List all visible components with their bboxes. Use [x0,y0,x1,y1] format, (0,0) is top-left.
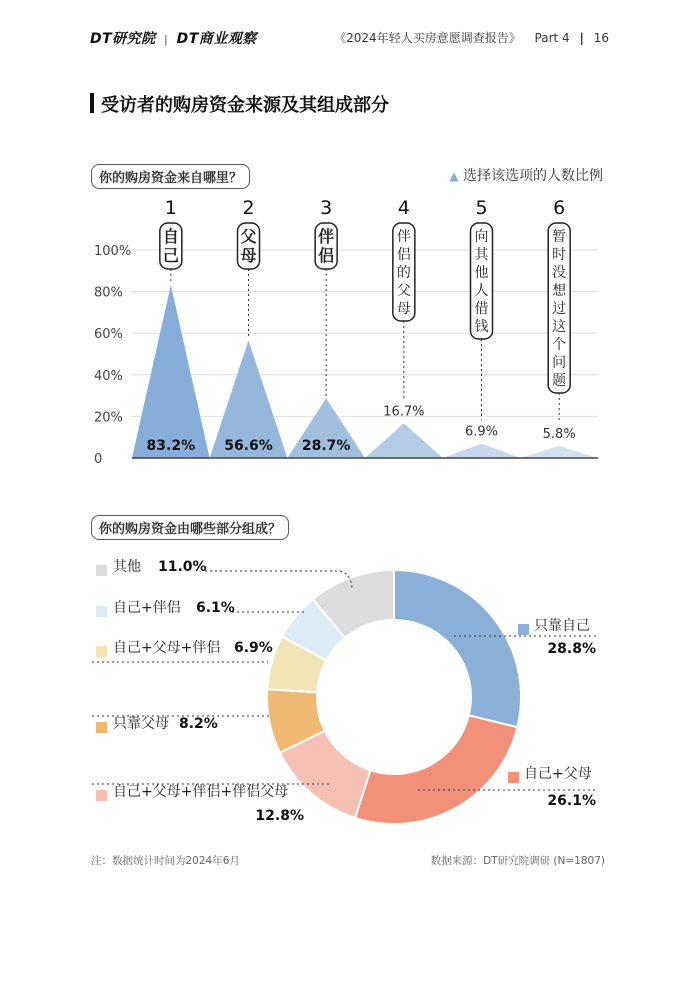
legend-swatch [96,722,107,733]
category-label-char: 伴 [396,229,411,245]
pie-value-label: 6.9% [234,640,273,656]
pie-slice-label: 只靠父母 [113,716,169,732]
page-separator: | [579,31,584,45]
footer-source: 数据来源：DT研究院调研 (N=1807) [430,855,605,867]
composition-donut-chart [0,540,699,840]
logo-separator: | [164,33,169,46]
category-label-char: 想 [552,283,567,299]
category-label-char: 其 [474,247,489,263]
category-index: 4 [397,197,410,219]
value-label: 6.9% [464,424,499,440]
value-label: 16.7% [383,404,425,420]
area-peak-4 [365,423,443,458]
donut-slice [394,570,521,727]
y-tick-label: 0 [94,452,103,467]
category-label-char: 母 [240,246,257,265]
category-label-char: 母 [396,301,411,317]
category-label-char: 过 [552,301,567,317]
legend-swatch [96,790,107,801]
area-peak-6 [520,446,598,458]
pie-slice-label: 其他 [113,559,141,575]
area-peak-1 [132,285,210,458]
category-label-char: 问 [552,355,567,371]
category-label-char: 这 [552,319,567,335]
category-label-char: 的 [396,265,411,281]
report-title: 《2024年轻人买房意愿调查报告》 [334,31,521,45]
category-label-char: 他 [474,265,489,281]
category-label-char: 个 [552,337,567,353]
legend-swatch [96,565,107,576]
category-index: 5 [475,197,488,219]
y-tick-label: 20% [94,410,123,426]
pie-slice-label: 只靠自己 [534,618,590,634]
category-label-char: 暂 [552,229,567,245]
category-label-char: 钱 [474,319,489,335]
triangle-icon: ▲ [449,169,459,183]
question-2: 你的购房资金由哪些部分组成？ [91,515,289,540]
pie-value-label: 26.1% [547,793,596,809]
page-number: 16 [593,31,609,45]
pie-value-label: 8.2% [179,716,218,732]
chart1-legend-label: 选择该选项的人数比例 [463,168,603,184]
footer-note: 注：数据统计时间为2024年6月 [91,855,240,867]
donut-slice [355,715,517,824]
pie-slice-label: 自己+父母+伴侣 [113,640,221,656]
pie-slice-label: 自己+父母 [524,766,592,782]
pie-value-label: 28.8% [547,641,596,657]
pie-value-label: 11.0% [158,559,207,575]
logo-dt-research: DT研究院 [90,31,156,47]
logo-dt-business: DT商业观察 [176,31,257,47]
y-tick-label: 60% [94,327,123,343]
category-index: 3 [320,197,333,219]
pie-value-label: 6.1% [196,600,235,616]
category-label-char: 父 [240,227,257,246]
category-label-char: 人 [474,283,489,299]
y-tick-label: 40% [94,368,123,384]
part-label: Part 4 [534,31,570,45]
section-title-bar [90,93,94,113]
category-label-char: 借 [474,301,489,317]
legend-swatch [508,772,519,783]
category-label-char: 己 [162,246,179,265]
source-area-chart [0,190,699,480]
pie-value-label: 12.8% [255,808,304,824]
category-index: 2 [242,197,255,219]
area-peak-5 [443,444,521,458]
legend-swatch [96,646,107,657]
category-label-char: 侣 [396,247,411,263]
y-tick-label: 80% [94,285,123,301]
value-label: 28.7% [301,438,351,454]
value-label: 83.2% [146,438,196,454]
category-label-char: 没 [552,265,567,281]
header-meta [334,29,609,46]
value-label: 56.6% [224,438,273,454]
value-label: 5.8% [542,426,576,442]
category-index: 1 [164,197,177,219]
category-label-char: 时 [552,247,567,263]
header-logo [90,28,257,48]
legend-swatch [96,606,107,617]
legend-swatch [518,624,529,635]
category-label-char: 父 [396,283,411,299]
section-title: 受访者的购房资金来源及其组成部分 [101,95,389,116]
pie-slice-label: 自己+伴侣 [113,600,181,616]
category-label-char: 向 [474,229,489,245]
category-label-char: 侣 [318,246,335,265]
category-label-char: 伴 [318,227,335,246]
category-index: 6 [553,197,566,219]
category-label-char: 自 [162,227,179,246]
pie-slice-label: 自己+父母+伴侣+伴侣父母 [113,784,289,800]
y-tick-label: 100% [94,244,132,259]
question-1: 你的购房资金来自哪里？ [91,164,250,189]
chart1-legend [449,165,603,185]
category-label-char: 题 [552,373,567,389]
